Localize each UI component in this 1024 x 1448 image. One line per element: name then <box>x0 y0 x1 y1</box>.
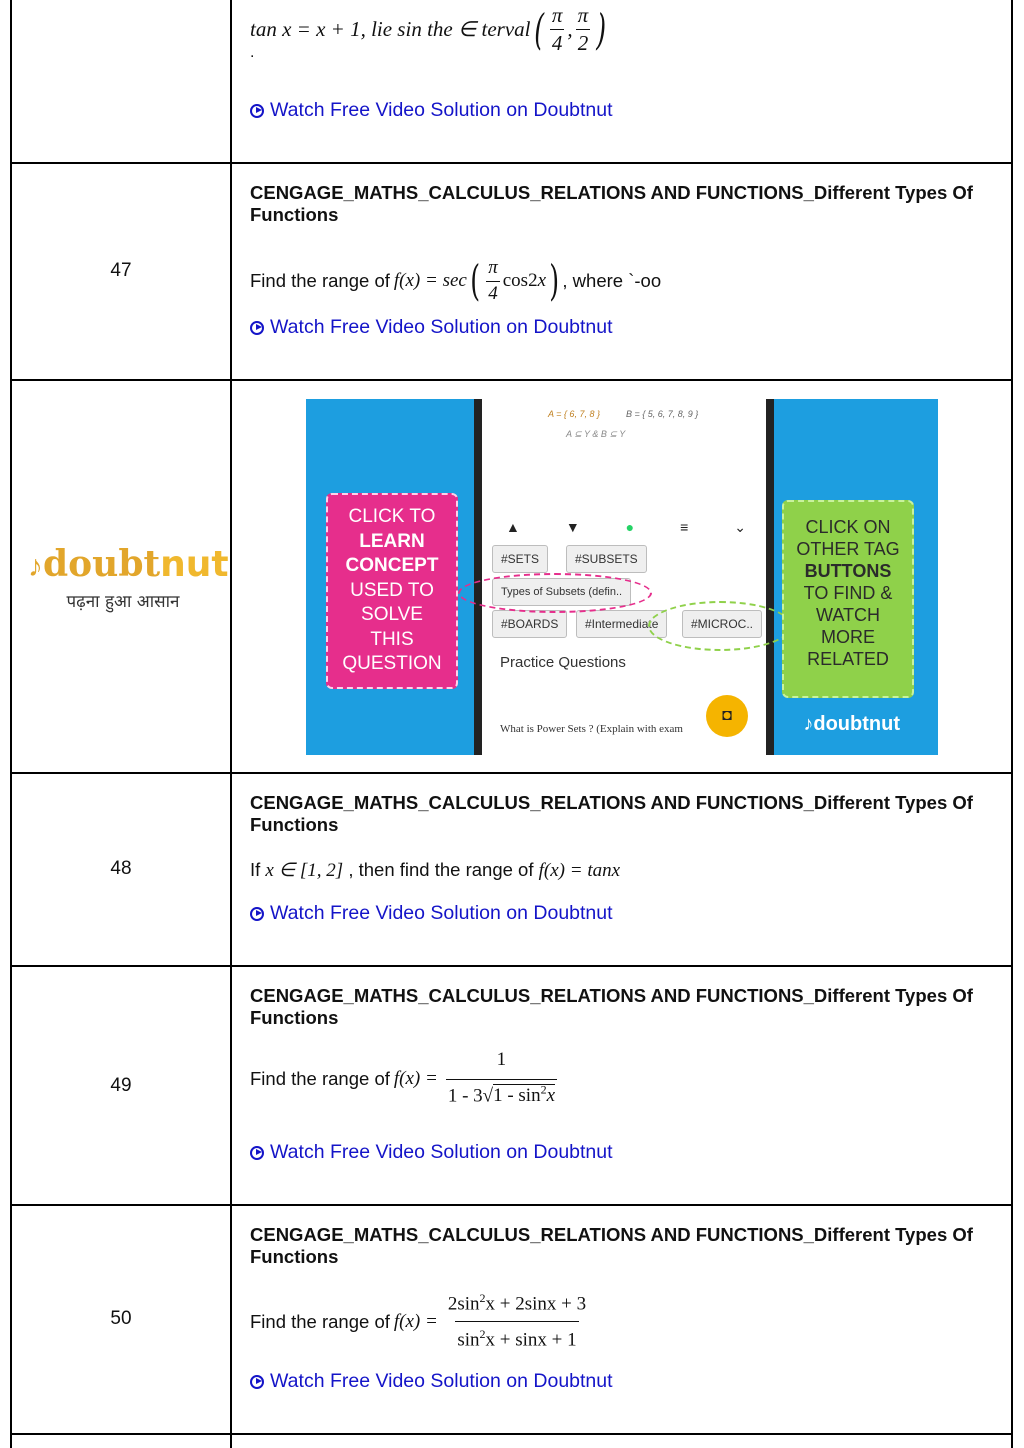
watch-video-link[interactable]: Watch Free Video Solution on Doubtnut <box>250 99 613 122</box>
table-column-divider <box>230 0 232 1448</box>
question-text: If x ∈ [1, 2] , then find the range of f(x) = tanx <box>250 859 621 881</box>
play-circle-icon <box>250 321 264 335</box>
watch-video-link[interactable]: Watch Free Video Solution on Doubtnut <box>250 902 613 925</box>
intro-dot: . <box>250 44 255 61</box>
watch-video-link[interactable]: Watch Free Video Solution on Doubtnut <box>250 1141 613 1164</box>
row-divider <box>10 772 1013 774</box>
camera-button[interactable]: ◘ <box>706 695 748 737</box>
chevron-down-icon[interactable]: ⌄ <box>734 519 746 535</box>
question-title: CENGAGE_MATHS_CALCULUS_RELATIONS AND FUNCTIONS_Different Types Of Functions <box>250 985 973 1028</box>
play-circle-icon <box>250 1146 264 1160</box>
question-number: 47 <box>110 260 132 281</box>
question-title: CENGAGE_MATHS_CALCULUS_RELATIONS AND FUNCTIONS_Different Types Of Functions <box>250 1224 973 1267</box>
thumbs-down-icon[interactable]: ▼ <box>565 519 580 535</box>
paren-close: ) <box>596 4 607 54</box>
thumbs-up-icon[interactable]: ▲ <box>506 519 520 535</box>
fraction: $\frac{\pi}{2}$ <box>577 3 589 56</box>
banner-brand: ♪doubtnut <box>803 713 900 735</box>
table-border-left <box>10 0 12 1448</box>
question-number: 48 <box>110 858 132 879</box>
whatsapp-icon[interactable]: ● <box>625 519 635 535</box>
tag-sets[interactable]: #SETS <box>492 545 548 573</box>
play-circle-icon <box>250 907 264 921</box>
playlist-add-icon[interactable]: ≡ <box>680 519 689 535</box>
fraction: $\frac{2\sin^2x + 2\sin x + 3}{\sin^2x + \sin x + 1}$ <box>447 1291 587 1351</box>
question-preview[interactable]: What is Power Sets ? (Explain with exam <box>500 723 683 735</box>
question-number: 49 <box>110 1075 132 1096</box>
tag-types-of-subsets[interactable]: Types of Subsets (defin.. <box>492 578 631 606</box>
intro-equation-text: tan x = x + 1, lie sin the ∈ terval <box>250 17 531 42</box>
highlight-ellipse-pink <box>458 573 652 613</box>
question-text: Find the range of f(x) = sec ( $\frac{\pi}{4}$ cos 2 x ) , where `-oo <box>250 256 662 306</box>
music-note-icon: ♪ <box>803 713 814 735</box>
highlight-ellipse-green <box>648 601 792 651</box>
tag-subsets[interactable]: #SUBSETS <box>566 545 647 573</box>
question-number: 50 <box>110 1308 132 1329</box>
tag-microc[interactable]: #MICROC.. <box>682 610 762 638</box>
logo-tagline: पढ़ना हुआ आसान <box>66 592 180 612</box>
watch-video-link[interactable]: Watch Free Video Solution on Doubtnut <box>250 1370 613 1393</box>
question-title: CENGAGE_MATHS_CALCULUS_RELATIONS AND FUNCTIONS_Different Types Of Functions <box>250 182 973 225</box>
table-border-right <box>1011 0 1013 1448</box>
tag-intermediate[interactable]: #Intermediate <box>576 610 667 638</box>
row-divider <box>10 1433 1013 1435</box>
intro-equation: tan x = x + 1, lie sin the ∈ terval ( $\frac{\pi}{4}$ , $\frac{\pi}{2}$ ) <box>250 3 607 56</box>
promo-banner[interactable] <box>306 399 938 755</box>
handwriting-line: A ⊆ Y & B ⊆ Y <box>566 429 626 439</box>
music-note-icon: ♪ <box>28 550 43 583</box>
row-divider <box>10 162 1013 164</box>
question-text: Find the range of f(x) = $\frac{2\sin^2x + 2\sin x + 3}{\sin^2x + \sin x + 1}$ <box>250 1291 587 1351</box>
handwriting-line: A = { 6, 7, 8 } <box>548 409 600 419</box>
practice-heading: Practice Questions <box>500 654 626 671</box>
play-circle-icon <box>250 104 264 118</box>
row-divider <box>10 1204 1013 1206</box>
question-title: CENGAGE_MATHS_CALCULUS_RELATIONS AND FUNCTIONS_Different Types Of Functions <box>250 792 973 835</box>
question-text: Find the range of f(x) = $\frac{1}{1 - 3√1 - \sin^2x}$ <box>250 1049 556 1107</box>
watch-video-link[interactable]: Watch Free Video Solution on Doubtnut <box>250 316 613 339</box>
fraction: $\frac{1}{1 - 3√1 - \sin^2x}$ <box>447 1049 556 1107</box>
row-divider <box>10 379 1013 381</box>
fraction: $\frac{\pi}{4}$ <box>488 257 498 304</box>
play-circle-icon <box>250 1375 264 1389</box>
handwriting-line: B = { 5, 6, 7, 8, 9 } <box>626 409 699 419</box>
row-divider <box>10 965 1013 967</box>
learn-concept-box[interactable]: CLICK TO LEARN CONCEPT USED TO SOLVE THIS QUESTION <box>326 493 458 689</box>
fraction: $\frac{\pi}{4}$ <box>551 3 563 56</box>
tag-boards[interactable]: #BOARDS <box>492 610 567 638</box>
icon-row <box>506 519 746 536</box>
paren-open: ( <box>533 4 544 54</box>
sqrt-icon: √ <box>482 1085 494 1107</box>
other-tags-box[interactable]: CLICK ON OTHER TAG BUTTONS TO FIND & WATCH MORE RELATED <box>782 500 914 698</box>
doubtnut-logo: ♪doubtnut पढ़ना हुआ आसान <box>28 543 229 612</box>
